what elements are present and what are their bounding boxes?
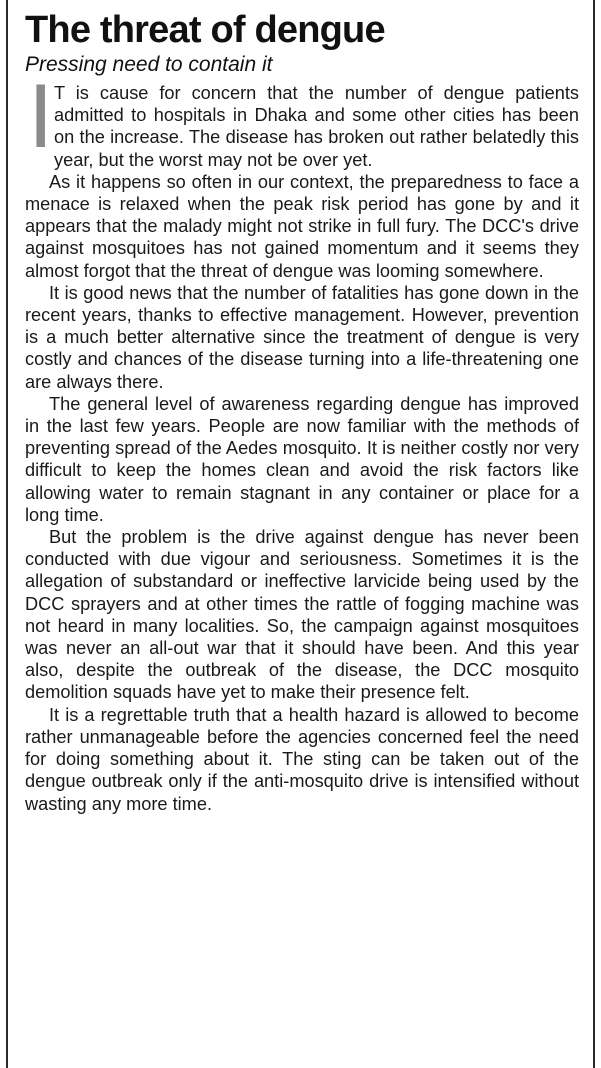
- paragraph-3: It is good news that the number of fatalities has gone down in the recent years, thanks to effective management. However, prevention is a much better alternative since the treatment of dengue is very costly and chances of the disease turning into a life-threatening one are always there.: [25, 282, 579, 392]
- paragraph-2: As it happens so often in our context, the preparedness to face a menace is relaxed when the peak risk period has gone by and it appears that the malady might not strike in full fury. The DCC's drive against mosquitoes has not gained momentum and it seems they almost forgot that the threat of dengue was looming somewhere.: [25, 171, 579, 281]
- subheadline: Pressing need to contain it: [25, 53, 273, 76]
- paragraph-4: The general level of awareness regarding dengue has improved in the last few years. People are now familiar with the methods of preventing spread of the Aedes mosquito. It is neither costly nor very difficult to keep the homes clean and avoid the risk factors like allowing water to remain stagnant in any container or place for a long time.: [25, 393, 579, 525]
- headline: The threat of dengue: [25, 9, 385, 51]
- paragraph-1: [25, 68, 579, 171]
- drop-cap: I: [28, 68, 54, 168]
- paragraph-1-text: T is cause for concern that the number of dengue patients admitted to hospitals in Dhaka and some other cities has been on the increase. The disease has broken out rather belatedly this year, but the worst may not be over yet.: [54, 83, 579, 170]
- article-column: [6, 0, 595, 1068]
- paragraph-6: It is a regrettable truth that a health hazard is allowed to become rather unmanageable before the agencies concerned feel the need for doing something about it. The sting can be taken out of the dengue outbreak only if the anti-mosquito drive is intensified without wasting any more time.: [25, 704, 579, 814]
- paragraph-5: But the problem is the drive against dengue has never been conducted with due vigour and seriousness. Sometimes it is the allegation of substandard or ineffective larvicide being used by the DCC sprayers and at other times the rattle of fogging machine was not heard in many localities. So, the campaign against mosquitoes was never an all-out war that it should have been. And this year also, despite the outbreak of the disease, the DCC mosquito demolition squads have yet to make their presence felt.: [25, 527, 579, 703]
- article-body: [25, 68, 579, 815]
